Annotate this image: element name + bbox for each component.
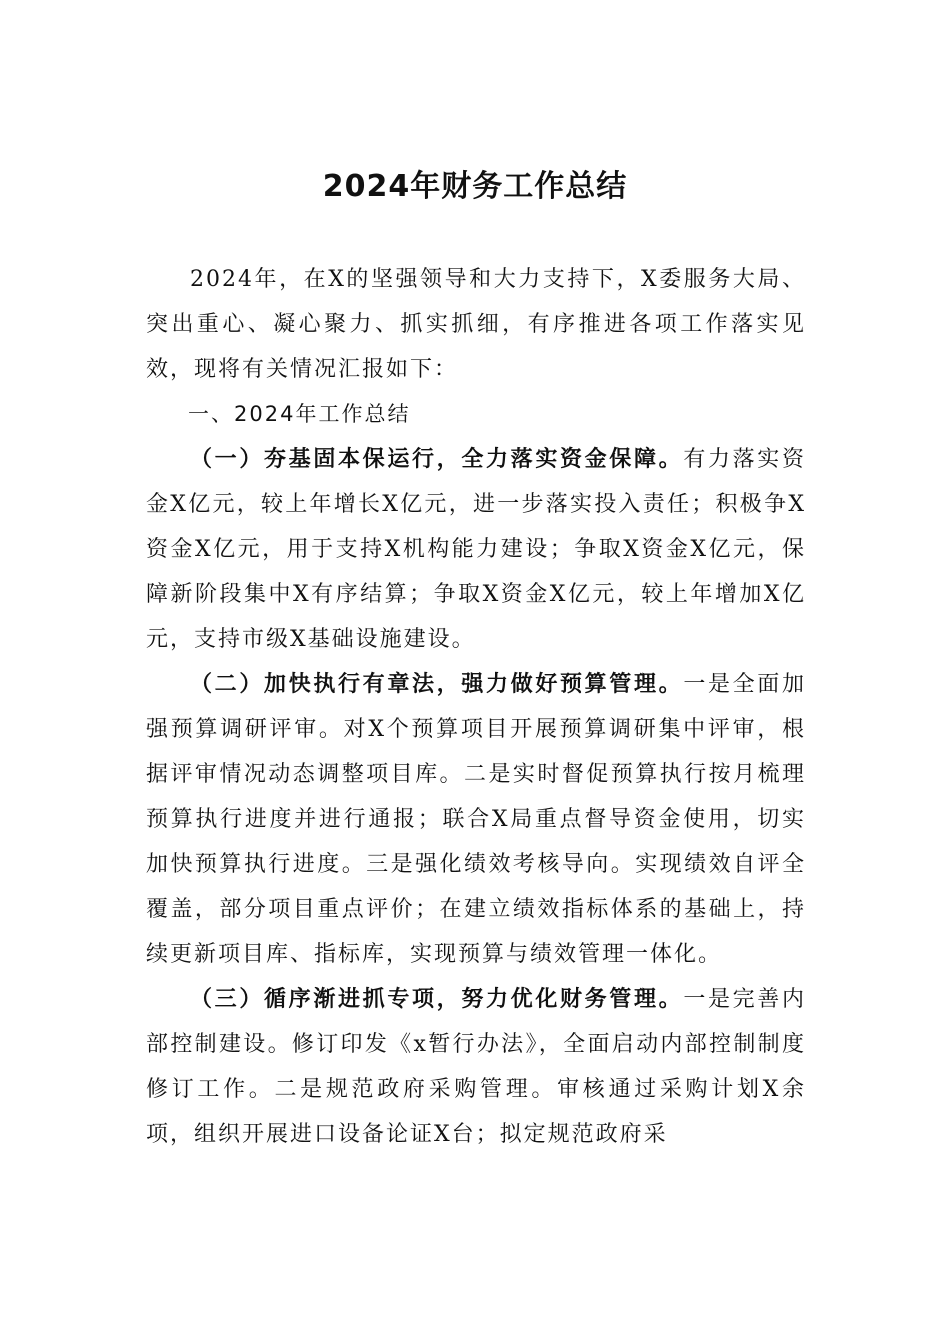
item-lead-3: （三）循序渐进抓专项，努力优化财务管理。 [190, 986, 684, 1012]
item-lead-2: （二）加快执行有章法，强力做好预算管理。 [190, 671, 684, 697]
item-text-1: 有力落实资金X亿元，较上年增长X亿元，进一步落实投入责任；积极争X资金X亿元，用于支持X机构能力建设；争取X资金X亿元，保障新阶段集中X有序结算；争取X资金X亿元，较上年增加X亿元，支持市级X基础设施建设。 [146, 447, 806, 652]
item-paragraph-2 [146, 662, 806, 977]
item-lead-1: （一）夯基固本保运行，全力落实资金保障。 [190, 446, 684, 472]
item-text-2: 一是全面加强预算调研评审。对X个预算项目开展预算调研集中评审，根据评审情况动态调整项目库。二是实时督促预算执行按月梳理预算执行进度并进行通报；联合X局重点督导资金使用，切实加快预算执行进度。三是强化绩效考核导向。实现绩效自评全覆盖，部分项目重点评价；在建立绩效指标体系的基础上，持续更新项目库、指标库，实现预算与绩效管理一体化。 [146, 672, 806, 967]
intro-paragraph: 2024年，在X的坚强领导和大力支持下，X委服务大局、突出重心、凝心聚力、抓实抓细，有序推进各项工作落实见效，现将有关情况汇报如下： [146, 267, 806, 382]
section-heading: 一、2024年工作总结 [188, 402, 411, 426]
item-paragraph-1 [146, 437, 806, 662]
document-title: 2024年财务工作总结 [322, 169, 628, 204]
item-text-3: 一是完善内部控制建设。修订印发《x暂行办法》，全面启动内部控制制度修订工作。二是规范政府采购管理。审核通过采购计划X余项，组织开展进口设备论证X台；拟定规范政府采 [146, 987, 806, 1147]
document-body [146, 257, 806, 1157]
item-paragraph-3 [146, 977, 806, 1157]
